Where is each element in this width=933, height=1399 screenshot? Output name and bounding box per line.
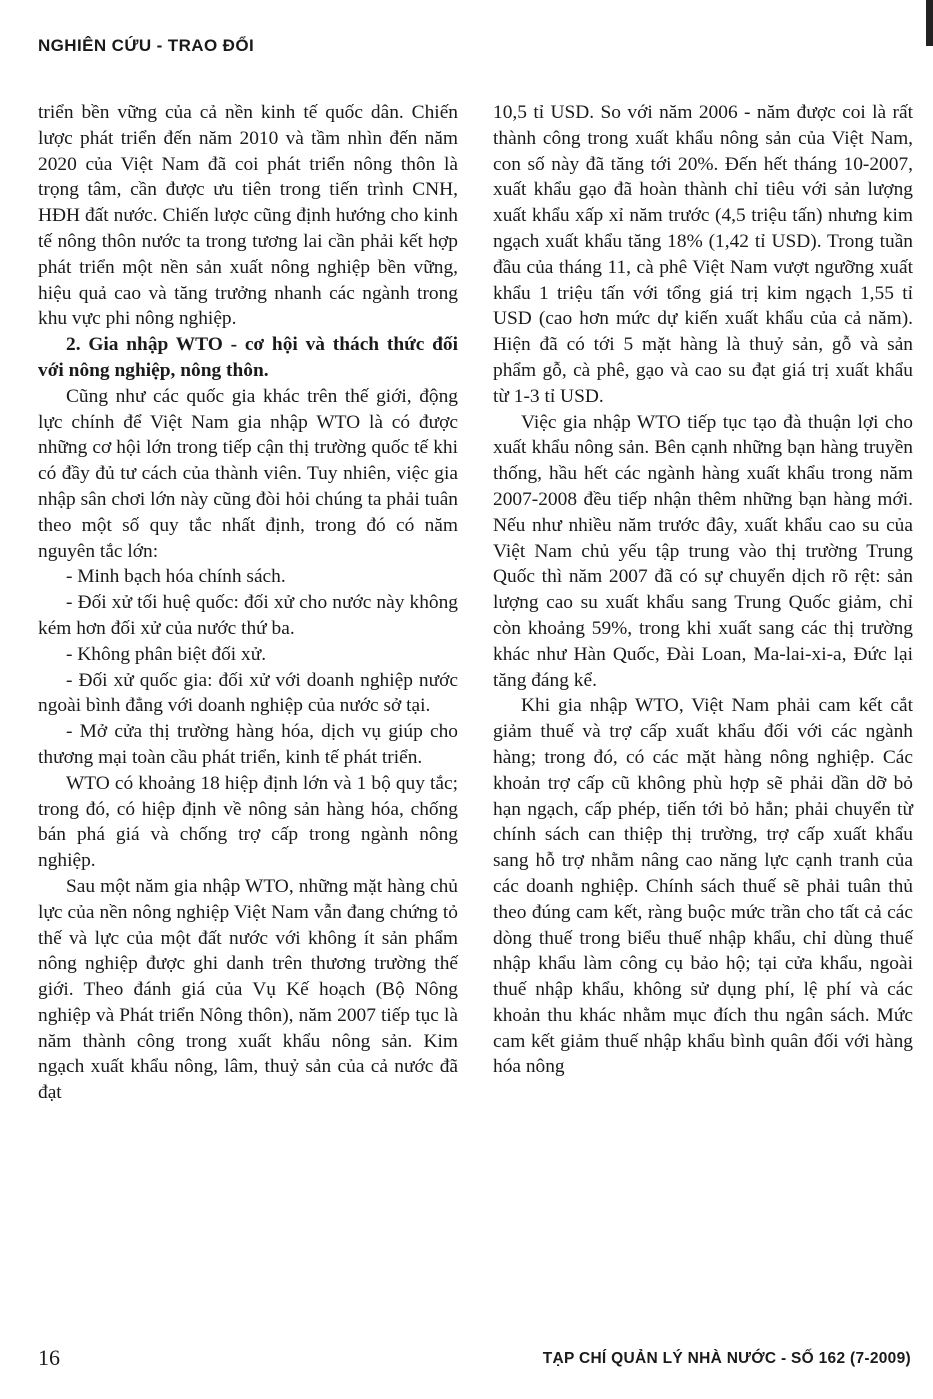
- section-heading: 2. Gia nhập WTO - cơ hội và thách thức đối với nông nghiệp, nông thôn.: [38, 334, 458, 381]
- bullet-item: - Đối xử tối huệ quốc: đối xử cho nước này không kém hơn đối xử của nước thứ ba.: [38, 592, 458, 639]
- paragraph: Khi gia nhập WTO, Việt Nam phải cam kết cắt giảm thuế và trợ cấp xuất khẩu đối với các ngành hàng; trong đó, có các mặt hàng nông nghiệp. Các khoản trợ cấp cũ không phù hợp sẽ phải dần dỡ bỏ hạn ngạch, cấp phép, tiến tới bỏ hẳn; phải chuyển từ chính sách can thiệp thị trường, trợ cấp xuất khẩu sang hỗ trợ nhằm nâng cao năng lực cạnh tranh của các doanh nghiệp. Chính sách thuế sẽ phải tuân thủ theo đúng cam kết, ràng buộc mức trần cho tất cả các dòng thuế trong biểu thuế nhập khẩu, chỉ dùng thuế nhập khẩu làm công cụ bảo hộ; tại cửa khẩu, ngoài thuế nhập khẩu, không sử dụng phí, lệ phí và các khoản thu khác nhằm mục đích thu ngân sách. Mức cam kết giảm thuế nhập khẩu bình quân đối với hàng hóa nông: [493, 695, 913, 1078]
- paragraph: Sau một năm gia nhập WTO, những mặt hàng chủ lực của nền nông nghiệp Việt Nam vẫn đang chứng tỏ thế và lực của một đất nước với không ít sản phẩm nông nghiệp được ghi danh trên thương trường thế giới. Theo đánh giá của Vụ Kế hoạch (Bộ Nông nghiệp và Phát triển Nông thôn), năm 2007 tiếp tục là năm thành công trong xuất khẩu nông sản. Kim ngạch xuất khẩu nông, lâm, thuỷ sản của cả nước đã đạt: [38, 875, 458, 1104]
- paragraph: Việc gia nhập WTO tiếp tục tạo đà thuận lợi cho xuất khẩu nông sản. Bên cạnh những bạn hàng truyền thống, hầu hết các ngành hàng xuất khẩu trong năm 2007-2008 đều tiếp nhận thêm những bạn hàng mới. Nếu như nhiều năm trước đây, xuất khẩu cao su của Việt Nam chủ yếu tập trung vào thị trường Trung Quốc thì năm 2007 đã có sự chuyển dịch rõ rệt: sản lượng cao su xuất khẩu sang Trung Quốc giảm, chỉ còn khoảng 59%, trong khi xuất sang các thị trường khác như Hàn Quốc, Đài Loan, Ma-lai-xi-a, Đức lại tăng đáng kể.: [493, 411, 913, 691]
- journal-title: TẠP CHÍ QUẢN LÝ NHÀ NƯỚC - SỐ 162 (7-2009): [542, 1350, 911, 1367]
- bullet-item: - Minh bạch hóa chính sách.: [66, 566, 286, 588]
- paragraph: Cũng như các quốc gia khác trên thế giới, động lực chính để Việt Nam gia nhập WTO là có được những cơ hội lớn trong tiếp cận thị trường quốc tế khi có đầy đủ tư cách của thành viên. Tuy nhiên, việc gia nhập sân chơi lớn này cũng đòi hỏi chúng ta phải tuân theo một số quy tắc nhất định, trong đó có năm nguyên tắc lớn:: [38, 385, 458, 562]
- bullet-item: - Mở cửa thị trường hàng hóa, dịch vụ giúp cho thương mại toàn cầu phát triển, kinh tế phát triển.: [38, 721, 458, 768]
- paragraph: 10,5 tỉ USD. So với năm 2006 - năm được coi là rất thành công trong xuất khẩu nông sản của Việt Nam, con số này đã tăng tới 20%. Đến hết tháng 10-2007, xuất khẩu gạo đã hoàn thành chỉ tiêu với sản lượng xuất khẩu xấp xỉ năm trước (4,5 triệu tấn) nhưng kim ngạch xuất khẩu tăng 18% (1,42 tỉ USD). Trong tuần đầu của tháng 11, cà phê Việt Nam vượt ngưỡng xuất khẩu 1 triệu tấn với tổng giá trị kim ngạch 1,55 tỉ USD (cao hơn mức dự kiến xuất khẩu của cả năm). Hiện đã có tới 5 mặt hàng là thuỷ sản, gỗ và sản phẩm gỗ, cà phê, gạo và cao su đạt giá trị xuất khẩu từ 1-3 tỉ USD.: [493, 102, 913, 407]
- bullet-item: - Đối xử quốc gia: đối xử với doanh nghiệp nước ngoài bình đẳng với doanh nghiệp của nước sở tại.: [38, 669, 458, 717]
- page-edge-mark: [926, 0, 933, 46]
- paragraph: WTO có khoảng 18 hiệp định lớn và 1 bộ quy tắc; trong đó, có hiệp định về nông sản hàng hóa, chống bán phá giá và chống trợ cấp trong ngành nông nghiệp.: [38, 772, 458, 872]
- right-column: [493, 100, 913, 1080]
- section-header: NGHIÊN CỨU - TRAO ĐỔI: [38, 36, 255, 55]
- left-column: [38, 100, 458, 1106]
- page-number: 16: [38, 1345, 60, 1370]
- bullet-item: - Không phân biệt đối xử.: [66, 643, 267, 665]
- paragraph: triển bền vững của cả nền kinh tế quốc dân. Chiến lược phát triển đến năm 2010 và tầm nhìn đến năm 2020 của Việt Nam đã coi phát triển nông thôn là trọng tâm, cần được ưu tiên trong tiến trình CNH, HĐH đất nước. Chiến lược cũng định hướng cho kinh tế nông thôn nước ta trong tương lai cần phải kết hợp phát triển một nền sản xuất nông nghiệp bền vững, hiệu quả cao và tăng trưởng nhanh các ngành trong khu vực phi nông nghiệp.: [38, 102, 458, 330]
